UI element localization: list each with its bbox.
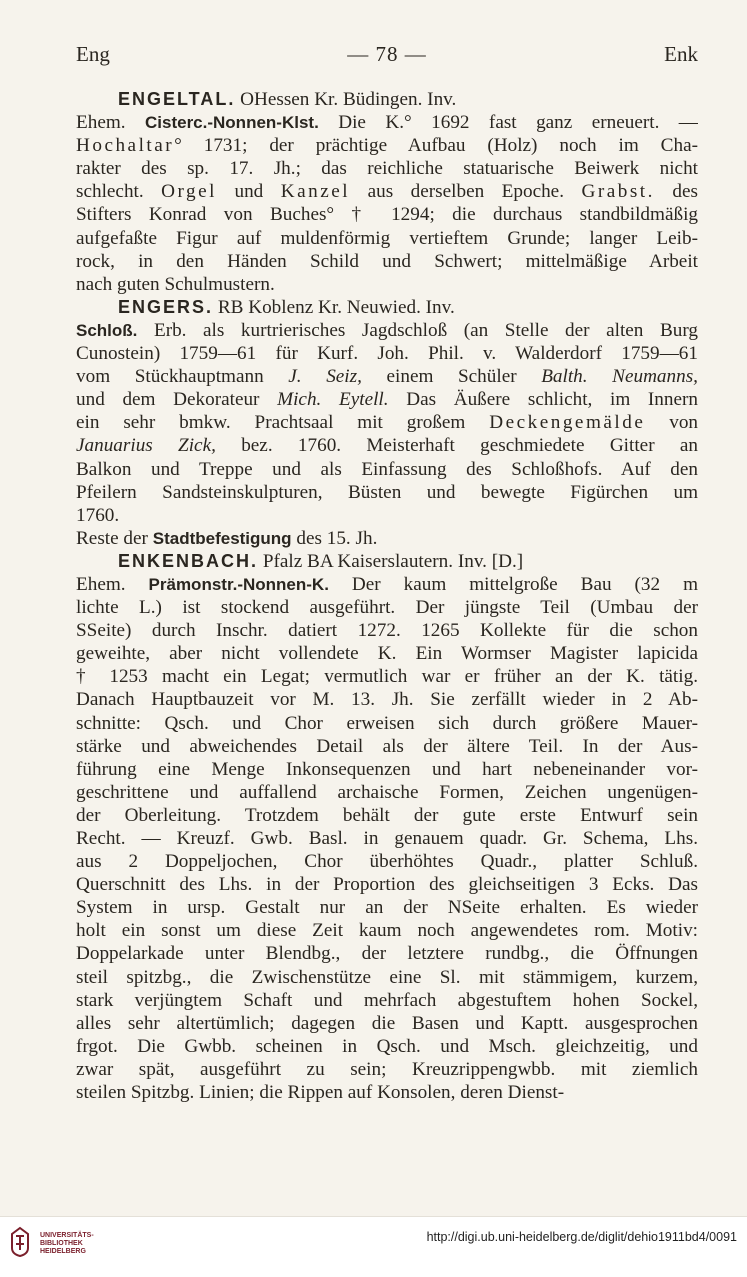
text-segment: Balth. Neumanns,	[541, 366, 698, 388]
footer-bar	[0, 1216, 747, 1277]
logo-line: BIBLIOTHEK	[40, 1240, 83, 1247]
text-line	[76, 527, 698, 550]
text-segment: Das Äußere schlicht, im Innern	[388, 389, 698, 411]
text-segment: geschrittene und auffallend archaische Formen, Zeichen ungenügen-	[76, 781, 698, 803]
place-name: ENKENBACH.	[118, 550, 259, 571]
text-line	[76, 342, 698, 365]
text-segment: der Oberleitung. Trotzdem behält der gute erste Entwurf sein	[76, 804, 698, 826]
text-segment: steilen Spitzbg. Linien; die Rippen auf Konsolen, deren Dienst-	[76, 1082, 565, 1104]
text-segment: Doppelarkade unter Blendbg., der letztere rundbg., die Öffnungen	[76, 943, 698, 965]
text-line	[76, 919, 698, 942]
text-line	[76, 481, 698, 504]
text-line	[76, 134, 698, 157]
text-line	[76, 942, 698, 965]
text-line	[76, 665, 698, 688]
text-segment: des 15. Jh.	[291, 527, 378, 549]
entry-heading-line	[76, 296, 698, 319]
text-segment: Prämonstr.-Nonnen-K.	[148, 574, 329, 594]
text-segment: stark verjüngtem Schaft und mehrfach abgestuftem hohen Sockel,	[76, 989, 698, 1011]
page-number: — 78 —	[347, 42, 427, 66]
running-head	[76, 42, 698, 72]
text-segment: Recht. — Kreuzf. Gwb. Basl. in genauem quadr. Gr. Schema, Lhs.	[76, 828, 698, 849]
text-segment: Stifters Konrad von Buches° † 1294; die durchaus standbildmäßig	[76, 204, 698, 226]
text-line	[76, 758, 698, 781]
text-segment: Querschnitt des Lhs. in der Proportion des gleichseitigen 3 Ecks. Das	[76, 874, 698, 896]
text-line	[76, 873, 698, 896]
text-line	[76, 180, 698, 203]
text-segment: holt ein sonst um diese Zeit kaum noch angewendetes rom. Motiv:	[76, 920, 698, 942]
entry-heading-line	[76, 550, 698, 573]
text-segment: des	[654, 181, 698, 203]
text-segment: von	[645, 412, 698, 434]
text-segment: Orgel	[161, 181, 217, 203]
text-segment: lichte L.) ist stockend ausgeführt. Der jüngste Teil (Umbau der	[76, 597, 698, 619]
text-segment: rakter des sp. 17. Jh.; das reichliche statuarische Beiwerk nicht	[76, 158, 698, 180]
text-segment: 1760.	[76, 504, 120, 526]
text-segment: rock, in den Händen Schild und Schwert; mittelmäßige Arbeit	[76, 250, 698, 272]
text-segment: frgot. Die Gwbb. scheinen in Qsch. und Msch. gleichzeitig, und	[76, 1035, 698, 1057]
text-line	[76, 203, 698, 226]
text-segment: Die K.° 1692 fast ganz erneuert. —	[318, 112, 698, 134]
text-segment: Stadtbefestigung	[152, 528, 292, 548]
logo-line: HEIDELBERG	[40, 1248, 86, 1255]
text-line	[76, 896, 698, 919]
text-line	[76, 850, 698, 873]
text-segment: Der kaum mittelgroße Bau (32 m	[328, 573, 698, 595]
text-line	[76, 458, 698, 481]
text-line	[76, 642, 698, 665]
text-segment: Schloß.	[76, 320, 138, 340]
text-segment: Mich. Eytell.	[277, 389, 389, 411]
text-line	[76, 434, 698, 457]
text-line	[76, 250, 698, 273]
text-segment: führung eine Menge Inkonsequenzen und hart nebeneinander vor-	[76, 758, 698, 780]
text-line	[76, 712, 698, 735]
body-text	[76, 88, 698, 1104]
text-segment: aufgefaßte Figur auf muldenförmig vertieftem Grunde; langer Leib-	[76, 227, 698, 249]
text-segment: und	[217, 181, 281, 203]
text-segment: Pfeilern Sandsteinskulpturen, Büsten und bewegte Figürchen um	[76, 481, 698, 503]
text-segment: System in ursp. Gestalt nur an der NSeite erhalten. Es wieder	[76, 897, 698, 919]
text-line	[76, 157, 698, 180]
text-segment: Kanzel	[280, 181, 351, 203]
text-line	[76, 1058, 698, 1081]
text-line	[76, 827, 698, 850]
text-line	[76, 411, 698, 434]
text-segment: Cunostein) 1759—61 für Kurf. Joh. Phil. v. Walderdorf 1759—61	[76, 343, 698, 365]
text-segment: Pfalz BA Kaiserslautern. Inv. [D.]	[258, 550, 524, 572]
text-segment: steil spitzbg., die Zwischenstütze eine Sl. mit stämmigem, kurzem,	[76, 966, 698, 988]
text-segment: schnitte: Qsch. und Chor erweisen sich durch größere Mauer-	[76, 712, 698, 734]
text-segment: Ehem.	[76, 573, 149, 595]
text-line	[76, 388, 698, 411]
library-logo-icon	[8, 1226, 32, 1258]
entry-heading-line	[76, 88, 698, 111]
text-segment: Deckengemälde	[489, 412, 646, 434]
text-segment: ein sehr bmkw. Prachtsaal mit großem	[76, 412, 490, 434]
entry-paragraph	[76, 88, 698, 296]
text-segment: bez. 1760. Meisterhaft geschmiedete Gitter an	[215, 435, 698, 457]
text-line	[76, 319, 698, 342]
text-line	[76, 989, 698, 1012]
text-segment: aus 2 Doppeljochen, Chor überhöhtes Quadr., platter Schluß.	[76, 851, 698, 873]
text-line	[76, 504, 698, 527]
text-segment: nach guten Schulmustern.	[76, 273, 275, 295]
text-line	[76, 966, 698, 989]
text-segment: OHessen Kr. Büdingen. Inv.	[235, 89, 457, 110]
text-line	[76, 111, 698, 134]
text-line	[76, 365, 698, 388]
text-segment: aus derselben Epoche.	[350, 181, 582, 203]
entry-paragraph	[76, 296, 698, 550]
running-head-left: Eng	[76, 42, 110, 66]
text-line	[76, 573, 698, 596]
place-name: ENGELTAL.	[118, 89, 236, 109]
text-segment: geweihte, aber nicht vollendete K. Ein Wormser Magister lapicida	[76, 643, 698, 665]
text-line	[76, 781, 698, 804]
text-segment: ° 1731; der prächtige Aufbau (Holz) noch im Cha-	[174, 135, 698, 157]
text-segment: zwar spät, ausgeführt zu sein; Kreuzrippengwbb. mit ziemlich	[76, 1058, 698, 1080]
text-line	[76, 688, 698, 711]
text-segment: Januarius Zick,	[76, 435, 216, 457]
text-segment: stärke und abweichendes Detail als der ältere Teil. In der Aus-	[76, 735, 698, 757]
text-segment: SSeite) durch Inschr. datiert 1272. 1265 Kollekte für die schon	[76, 620, 698, 642]
entry-paragraph	[76, 550, 698, 1104]
text-segment: schlecht.	[76, 181, 162, 203]
text-line	[76, 1012, 698, 1035]
text-segment: einem Schüler	[361, 366, 542, 388]
text-segment: J. Seiz,	[288, 366, 362, 388]
text-segment: Cisterc.-Nonnen-Klst.	[145, 113, 319, 133]
text-line	[76, 1081, 698, 1104]
text-segment: Hochaltar	[76, 135, 175, 157]
text-segment: vom Stückhauptmann	[76, 366, 289, 388]
running-head-right: Enk	[664, 42, 698, 66]
text-line	[76, 596, 698, 619]
text-segment: Erb. als kurtrierisches Jagdschloß (an Stelle der alten Burg	[137, 319, 698, 341]
text-segment: und dem Dekorateur	[76, 389, 278, 411]
text-line	[76, 1035, 698, 1058]
text-segment: Grabst.	[581, 181, 655, 203]
text-segment: Balkon und Treppe und als Einfassung des Schloßhofs. Auf den	[76, 458, 698, 480]
text-segment: Danach Hauptbauzeit vor M. 13. Jh. Sie zerfällt wieder in 2 Ab-	[76, 689, 698, 711]
text-line	[76, 804, 698, 827]
text-line	[76, 619, 698, 642]
place-name: ENGERS.	[118, 296, 214, 317]
text-segment: alles sehr altertümlich; dagegen die Basen und Kaptt. ausgesprochen	[76, 1012, 698, 1034]
source-url-link[interactable]: http://digi.ub.uni-heidelberg.de/diglit/dehio1911bd4/0091	[426, 1230, 737, 1244]
text-segment: Reste der	[76, 527, 153, 549]
text-segment: † 1253 macht ein Legat; vermutlich war er früher an der K. tätig.	[76, 666, 698, 688]
text-line	[76, 227, 698, 250]
text-segment: RB Koblenz Kr. Neuwied. Inv.	[213, 296, 455, 318]
text-segment: Ehem.	[76, 112, 145, 134]
logo-line: UNIVERSITÄTS-	[40, 1232, 94, 1239]
text-line	[76, 735, 698, 758]
library-logo-text	[40, 1232, 94, 1256]
text-line	[76, 273, 698, 296]
